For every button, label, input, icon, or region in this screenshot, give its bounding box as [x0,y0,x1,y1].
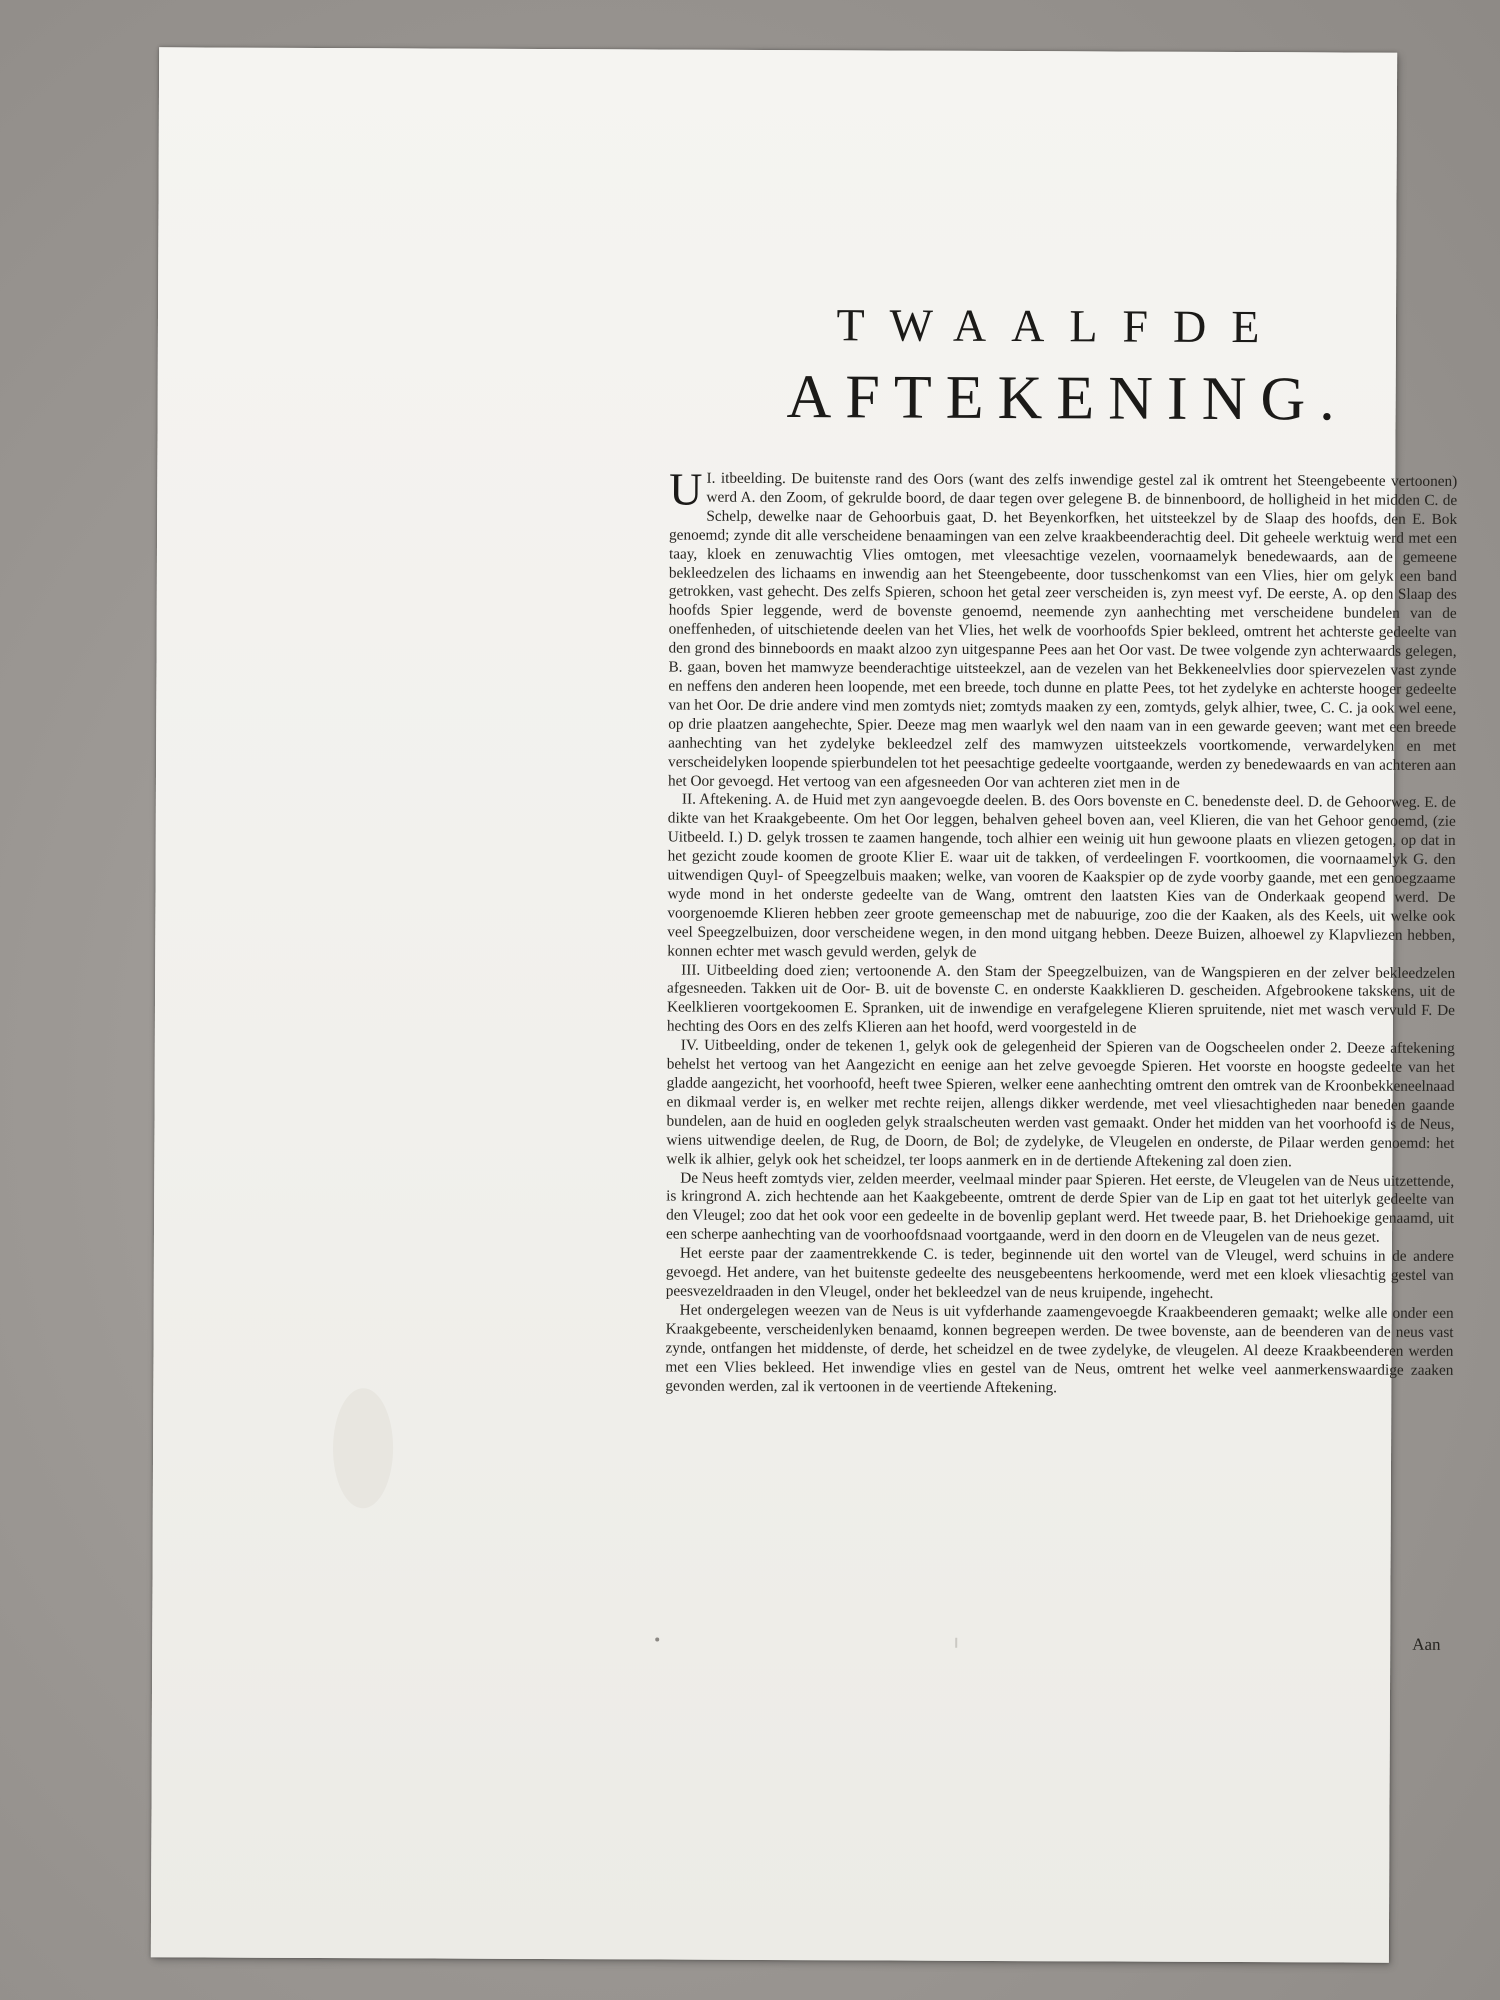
show-through-mark [955,1638,957,1648]
paper-sheet [151,47,1458,1962]
section-2-text: Aftekening. A. de Huid met zyn aangevoegde deelen. B. des Oors bovenste en C. benedenste deel. D. de Gehoorweg. E. de dikte van het Kraakgebeente. Om het Oor leggen, behalven geheel boven aan, veel Klieren, die van het Gehoor genoemd, (zie Uitbeeld. I.) D. gelyk trossen te zaamen hangende, toch alhier een weinig uit hun gewoone plaats en vliezen getogen, op dat in het gezicht zoude koomen de groote Klier E. waar uit de takken, of verdeelingen F. voortkoomen, die voornaamelyk G. den uitwendigen Quyl- of Speegzelbuis maaken; welke, van vooren de Kaakspier op de zyde voorby gaande, met een genoegzaame wyde mond in het onderste gedeelte van de Wang, omtrent den laatsten Kies van de Onderkaak geopend werd. De voorgenoemde Klieren hebben zeer groote gemeenschap met de nabuurige, zoo die der Kaaken, als des Keels, uit welke ook veel Speegzelbuizen, door verscheidene wegen, in den mond uitgang hebben. Deeze Buizen, alhoewel zy Klapvliezen hebben, konnen echter met wasch gevuld werden, gelyk de [667,791,1456,961]
section-2-number: II. [681,791,696,809]
section-1 [667,463,1458,795]
paper-stain [333,1388,394,1508]
body-text [665,463,1458,1400]
section-1-number: I. [706,469,716,487]
section-3 [667,961,1455,1040]
paragraph-contracting-muscles: Het eerste paar der zaamentrekkende C. is teder, beginnende uit den wortel van de Vleugel, werd schuins in de andere gevoegd. Het andere, van het buitenste gedeelte des neusgebeentens herkoomende, werd met een kloek vliesachtig gestel van peesvezeldraaden in den Vleugel, onder het bekleedzel van de neus kruipende, ingehecht. [665,1244,1454,1302]
heading-line-2: AFTEKENING. [786,363,1349,434]
paragraph-nose-muscles: De Neus heeft zomtyds vier, zelden meerder, veelmaal minder paar Spieren. Het eerste, de Vleugelen van de Neus uitzettende, is kringrond A. zich hechtende aan het Kaakgebeente, omtrent de derde Spier van de Lip en gaat tot het uiterlyk gedeelte van den Vleugel; zoo dat het ook voor een gedeelte in de bovenlip geplant werd. Het tweede paar, B. het Driehoekige genaamd, uit een scherpe aanhechting van de voorhoofdsnaad voortgaande, werd in den doorn en de Vleugelen van de neus gezet. [665,1169,1455,1246]
section-1-text: itbeelding. De buitenste rand des Oors (want des zelfs inwendige gestel zal ik omtrent het Steengebeente vertoonen) werd A. den Zoom, of gekrulde boord, de daar tegen over gelegene B. de binnenboord, de holligheid in het midden C. de Schelp, dewelke naar de Gehoorbuis gaat, D. het Beyenkorfken, het uitsteekzel by de Slaap des hoofds, den E. Bok genoemd; zynde dit alle verscheidene benaamingen van een zelve kraakbeenderachtig deel. Dit geheele werktuig werd met een taay, kloek en zenuwachtig Vlies omtogen, met vleesachtige vezelen, voornaamelyk benedewaards, aan de gemeene bekleedzelen des lichaams en inwendig aan het Steengebeente, door tusschenkomst van een Vlies, hier om gelyk een band getrokken, vast gehecht. Des zelfs Spieren, schoon het getal zeer verscheiden is, zyn meest vyf. De eerste, A. op den Slaap des hoofds Spier leggende, werd de bovenste genoemd, neemende zyn aanhechting met verscheidene bundelen van de oneffenheden, of uitschietende deelen van het Vlies, het welk de voorhoofds Spier bekleed, omtrent het achterste gedeelte van den grond des binneboords en maakt alzoo zyn uitgespanne Pees aan het Oor vast. De twee volgende zyn achterwaards gelegen, B. gaan, boven het mamwyze beenderachtige uitsteekzel, aan de vezelen van het Bekkeneelvlies door spiervezelen vast zynde en neffens den anderen heen loopende, met een breede, toch dunne en platte Pees, tot het zydelyke en achterste hooger gedeelte van het Oor. De drie andere vind men zomtyds niet; zomtyds maaken zy een, zomtyds, gelyk alhier, twee, C. C. ja ook wel eene, op drie plaatzen aangehechte, Spier. Deeze mag men waarlyk wel den naam van in een gewarde geeven; want met een breede aanhechting van het zydelyke bekleedzel zelf des mamwyzen uitsteekzels voortkomende, verwardelyken en met verscheidelyken loopende spierbundelen tot het peesachtige gedeelte voortgaande, werden zy benedewaards en van achteren aan het Oor gevoegd. Het vertoog van een afgesneeden Oor van achteren ziet men in de [667,469,1458,792]
section-2 [667,791,1456,965]
section-3-text: Uitbeelding doed zien; vertoonende A. den Stam der Speegzelbuizen, van de Wangspieren en der zelver bekleedzelen afgesneeden. Takken uit de Oor- B. uit de bovenste C. en onderste Kaakklieren D. gescheiden. Afgebrookene takskens, uit de Keelklieren voortgekoomen E. Spranken, uit de inwendige en verafgelegene Klieren spruitende, niet met wasch vervuld F. De hechting des Oors en des zelfs Klieren aan het hoofd, werd voorgesteld in de [666,961,1456,1037]
section-4-text: Uitbeelding, onder de tekenen 1, gelyk ook de gelegenheid der Spieren van de Oogscheelen onder 2. Deeze aftekening behelst het vertoog van het Aangezicht en eenige aan het zelve gevoegde Spieren. Het voorste en hoogste gedeelte van het gladde aangezicht, het voorhoofd, heeft twee Spieren, welker eene aanhechting omtrent den omtrek van de Kroonbekkeneelnaad en dikmaal verder is, en welker met rechte reijen, allengs dikker werdende, met veel vliesachtigheden naar beneden gaande bundelen, aan de huid en oogleden gelyk straalscheuten werden vast gemaakt. Onder het midden van het voorhoofd is de Neus, wiens uitwendige deelen, de Rug, de Doorn, de Bol; de zydelyke, de Vleugelen en onderste, de Pilaar werden genoemd: het welk ik alhier, gelyk ook het scheidzel, ter loops aanmerk en in de dertiende Aftekening zal doen zien. [666,1036,1455,1170]
section-3-number: III. [681,961,701,979]
section-4-number: IV. [680,1036,699,1054]
paragraph-nose-cartilage: Het ondergelegen weezen van de Neus is uit vyfderhande zaamengevoegde Kraakbeenderen gemaakt; welke alle onder een Kraakgebeente, verscheidenlyken benaamd, konnen begreepen werden. De twee bovenste, aan de beenderen van de neus vast zynde, ontfangen het middenste, of derde, het scheidzel en de twee zydelyke, de vleugelen. Al deeze Kraakbeenderen werden met een Vlies bekleed. Het inwendige vlies en gestel van de Neus, omtrent het welke veel aanmerkenswaardige zaaken gevonden werden, zal ik vertoonen in de veertiende Aftekening. [665,1301,1454,1396]
heading-line-1: TWAALFDE [836,299,1285,353]
ink-dot [655,1637,659,1641]
drop-cap: U [669,463,703,515]
catchword: Aan [1412,1634,1441,1654]
section-4 [666,1037,1455,1173]
